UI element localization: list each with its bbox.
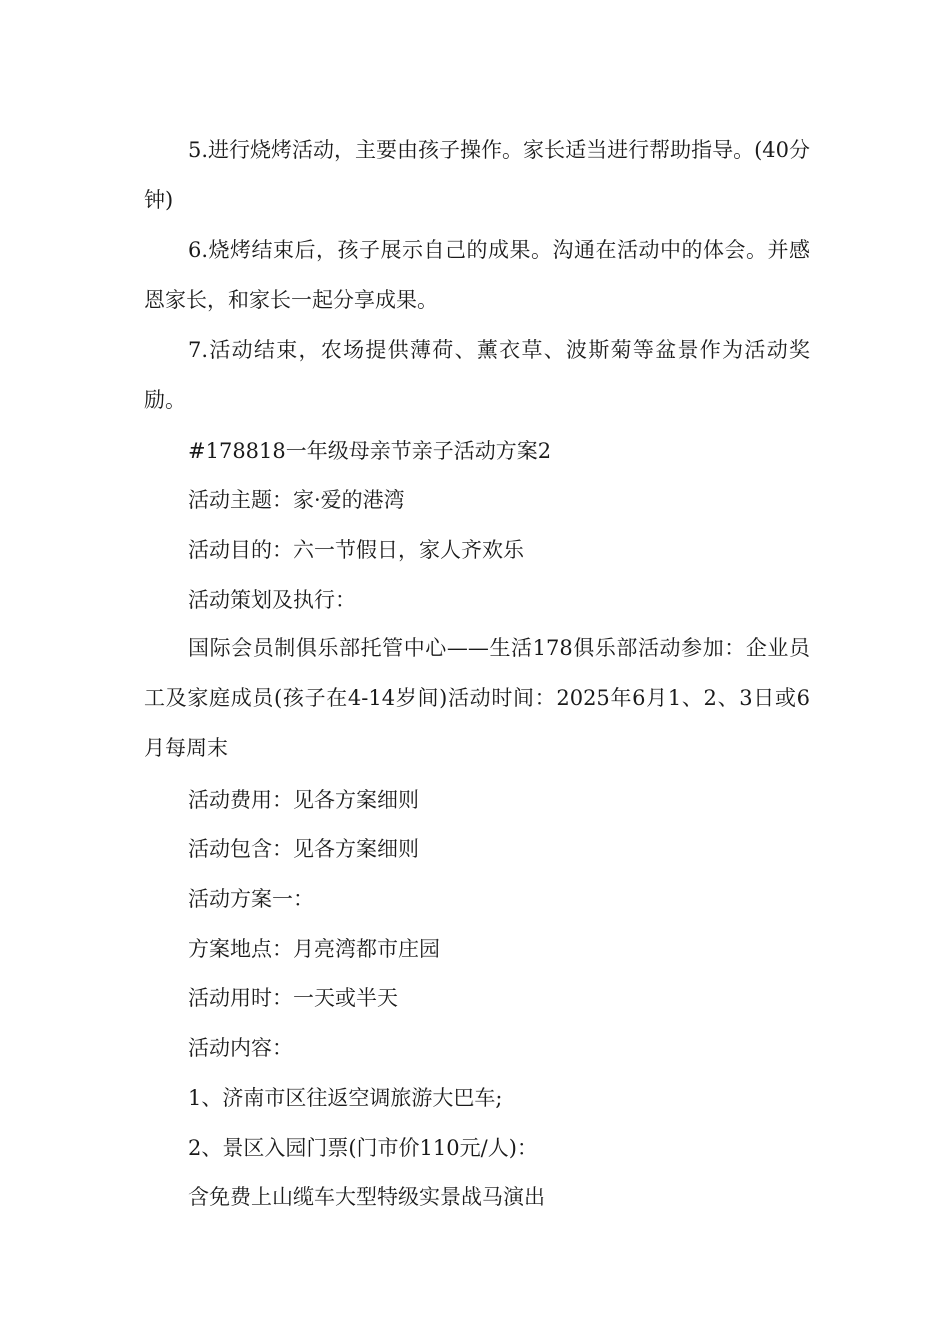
- activity-duration: 活动用时：一天或半天: [188, 986, 398, 1010]
- activity-cost: 活动费用：见各方案细则: [188, 788, 419, 812]
- content-item-1: 1、济南市区往返空调旅游大巴车;: [188, 1086, 503, 1110]
- activity-includes: 活动包含：见各方案细则: [188, 837, 419, 861]
- paragraph-club-info: 国际会员制俱乐部托管中心——生活178俱乐部活动参加：企业员工及家庭成员(孩子在4-14岁间)活动时间：2025年6月1、2、3日或6月每周末: [144, 636, 810, 760]
- paragraph-step-7: 7.活动结束，农场提供薄荷、薰衣草、波斯菊等盆景作为活动奖励。: [144, 338, 810, 412]
- activity-content-heading: 活动内容：: [188, 1036, 293, 1060]
- activity-theme: 活动主题：家·爱的港湾: [188, 488, 405, 512]
- section-title: #178818一年级母亲节亲子活动方案2: [188, 439, 552, 463]
- plan-one-heading: 活动方案一：: [188, 887, 314, 911]
- paragraph-step-5: 5.进行烧烤活动，主要由孩子操作。家长适当进行帮助指导。(40分钟): [144, 138, 810, 212]
- activity-purpose: 活动目的：六一节假日，家人齐欢乐: [188, 538, 524, 562]
- activity-planning: 活动策划及执行：: [188, 588, 356, 612]
- plan-location: 方案地点：月亮湾都市庄园: [188, 937, 440, 961]
- content-item-2-detail: 含免费上山缆车大型特级实景战马演出: [188, 1185, 545, 1209]
- paragraph-step-6: 6.烧烤结束后，孩子展示自己的成果。沟通在活动中的体会。并感恩家长，和家长一起分享成果。: [144, 238, 810, 312]
- content-item-2: 2、景区入园门票(门市价110元/人)：: [188, 1136, 538, 1160]
